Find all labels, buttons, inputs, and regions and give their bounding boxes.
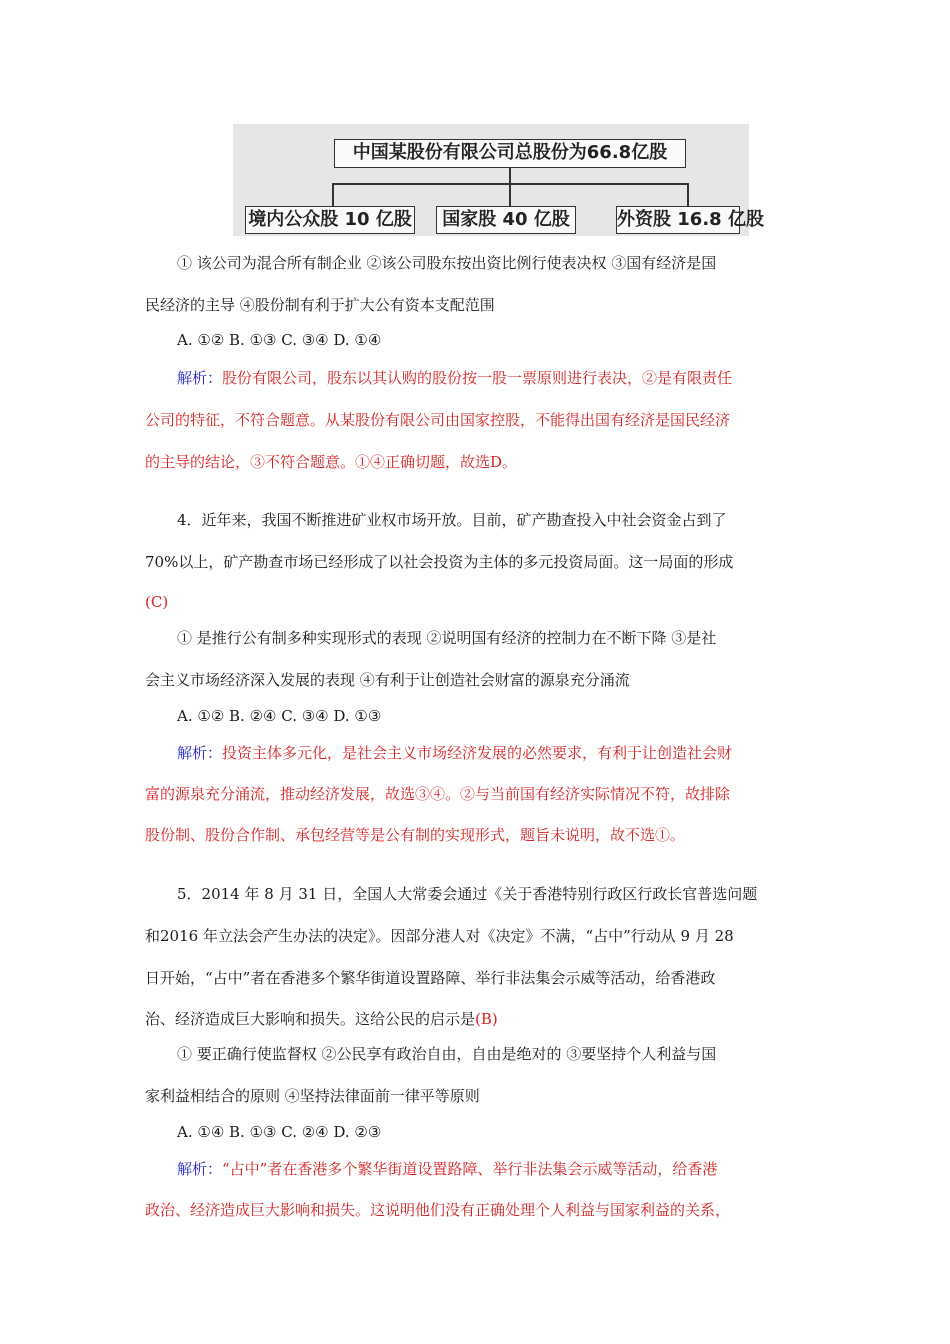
q5-stem-line2: 和2016 年立法会产生办法的决定》。因部分港人对《决定》不满，“占中”行动从 9 月 28 [145, 927, 734, 945]
q5-stem-line4-text: 治、经济造成巨大影响和损失。这给公民的启示是 [145, 1010, 476, 1028]
q4-options-line1: ① 是推行公有制多种实现形式的表现 ②说明国有经济的控制力在不断下降 ③是社 [177, 629, 717, 647]
connector-right [687, 183, 689, 207]
connector-vertical [509, 168, 511, 184]
q3-analysis-line2: 公司的特征，不符合题意。从某股份有限公司由国家控股，不能得出国有经济是国民经济 [145, 411, 731, 429]
q5-analysis-label: 解析： [177, 1160, 223, 1178]
q4-stem-line1: 4．近年来，我国不断推进矿业权市场开放。目前，矿产勘查投入中社会资金占到了 [177, 511, 727, 529]
q4-answer-close: ) [162, 593, 169, 611]
share-structure-diagram [233, 124, 764, 236]
q3-analysis-line3: 的主导的结论，③不符合题意。①④正确切题，故选D。 [145, 453, 518, 471]
q5-analysis-line2: 政治、经济造成巨大影响和损失。这说明他们没有正确处理个人利益与国家利益的关系， [145, 1201, 731, 1219]
q5-stem-line4 [145, 1009, 809, 1029]
q5-stem-line1: 5．2014 年 8 月 31 日，全国人大常委会通过《关于香港特别行政区行政长官普选问题 [177, 885, 758, 903]
q3-analysis-label: 解析： [177, 369, 223, 387]
q5-answer-close: ) [491, 1010, 498, 1028]
q4-analysis-label: 解析： [177, 744, 223, 762]
q4-analysis-line3: 股份制、股份合作制、承包经营等是公有制的实现形式，题旨未说明，故不选①。 [145, 826, 686, 844]
q5-analysis-line1 [177, 1159, 809, 1179]
q5-analysis-text: “占中”者在香港多个繁华街道设置路障、举行非法集会示威等活动，给香港 [222, 1160, 718, 1178]
q4-answer-open: ( [145, 593, 151, 611]
q3-choices: A. ①② B. ①③ C. ③④ D. ①④ [177, 331, 382, 349]
domestic-public-shares-box: 境内公众股 10 亿股 [245, 206, 415, 234]
q5-answer: B [480, 1010, 492, 1028]
connector-left [332, 183, 334, 207]
state-shares-box: 国家股 40 亿股 [436, 206, 576, 234]
foreign-shares-box: 外资股 16.8 亿股 [616, 206, 740, 234]
connector-middle [509, 183, 511, 207]
q3-analysis-text: 股份有限公司，股东以其认购的股份按一股一票原则进行表决，②是有限责任 [222, 369, 733, 387]
q4-stem-line2: 70%以上，矿产勘查市场已经形成了以社会投资为主体的多元投资局面。这一局面的形成 [145, 553, 734, 571]
q4-choices: A. ①② B. ②④ C. ③④ D. ①③ [177, 707, 382, 725]
q4-analysis-line2: 富的源泉充分涌流，推动经济发展，故选③④。②与当前国有经济实际情况不符，故排除 [145, 785, 731, 803]
q5-choices: A. ①④ B. ①③ C. ②④ D. ②③ [177, 1123, 382, 1141]
q5-options-line1: ① 要正确行使监督权 ②公民享有政治自由，自由是绝对的 ③要坚持个人利益与国 [177, 1045, 717, 1063]
q5-options-line2: 家利益相结合的原则 ④坚持法律面前一律平等原则 [145, 1087, 480, 1105]
q4-options-line2: 会主义市场经济深入发展的表现 ④有利于让创造社会财富的源泉充分涌流 [145, 671, 630, 689]
q3-options-line2: 民经济的主导 ④股份制有利于扩大公有资本支配范围 [145, 296, 495, 314]
q5-answer-open: ( [475, 1010, 481, 1028]
q3-analysis-line1 [177, 368, 809, 388]
q4-stem-line3 [145, 592, 809, 612]
q4-analysis-line1 [177, 743, 809, 763]
total-shares-box: 中国某股份有限公司总股份为66.8亿股 [334, 139, 686, 168]
q4-analysis-text: 投资主体多元化，是社会主义市场经济发展的必然要求，有利于让创造社会财 [222, 744, 733, 762]
q5-stem-line3: 日开始，“占中”者在香港多个繁华街道设置路障、举行非法集会示威等活动，给香港政 [145, 969, 716, 987]
q3-options-line1: ① 该公司为混合所有制企业 ②该公司股东按出资比例行使表决权 ③国有经济是国 [177, 254, 717, 272]
q4-answer: C [150, 593, 163, 611]
